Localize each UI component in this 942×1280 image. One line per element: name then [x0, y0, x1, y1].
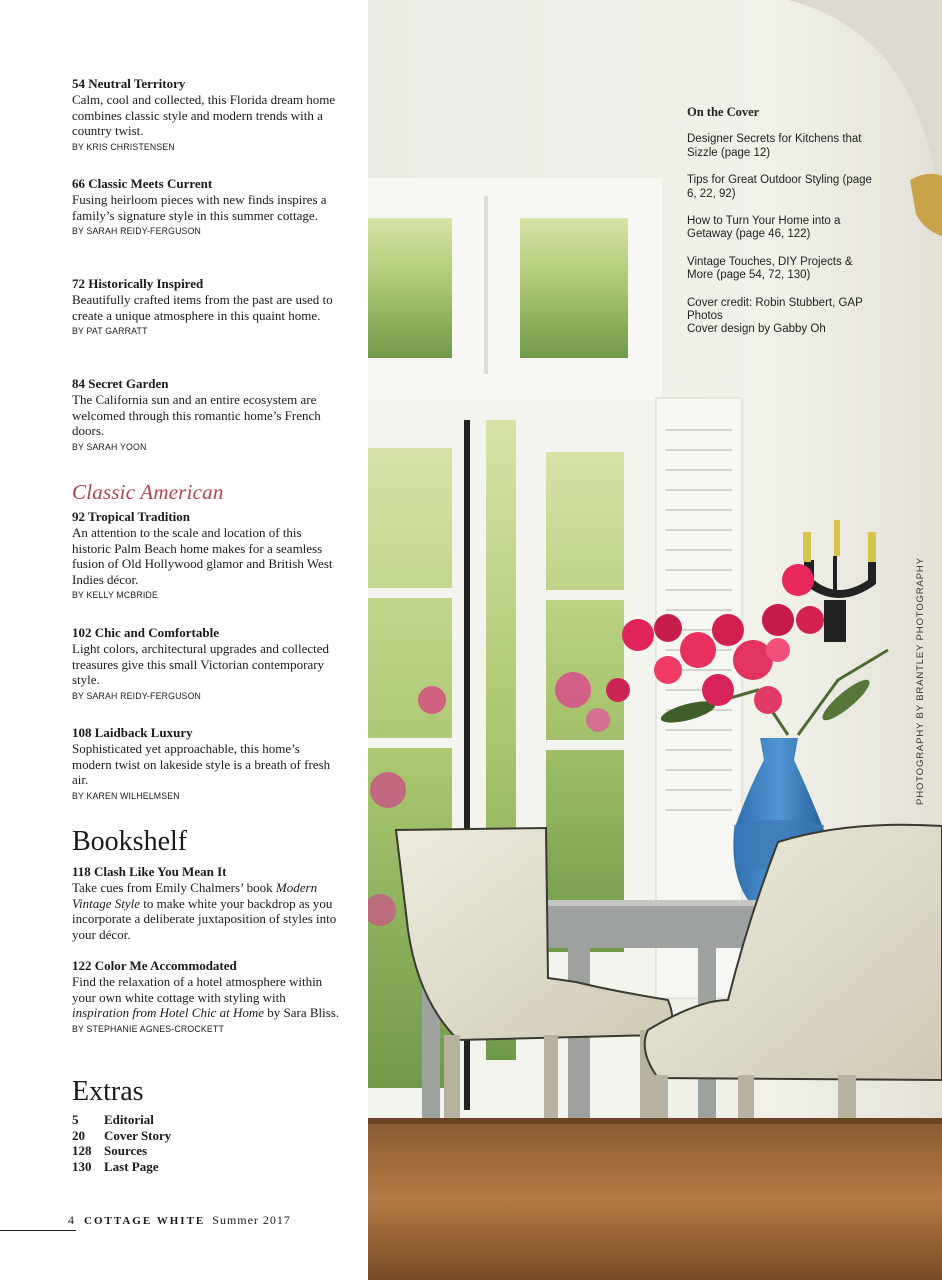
desc-text: Find the relaxation of a hotel atmosphere within your own white cottage with styling with	[72, 974, 323, 1005]
article-title: 102 Chic and Comfortable	[72, 625, 219, 640]
cover-line: Vintage Touches, DIY Projects & More (page 54, 72, 130)	[687, 255, 853, 282]
article-description: Fusing heirloom pieces with new finds inspires a family’s signature style in this summer cottage.	[72, 192, 327, 223]
book-title: inspiration from Hotel Chic at Home	[72, 1005, 264, 1021]
toc-article	[72, 725, 342, 802]
article-title: 122 Color Me Accommodated	[72, 958, 237, 973]
page-footer	[68, 1213, 291, 1228]
desc-text: by Sara Bliss.	[264, 1005, 340, 1021]
article-byline: BY STEPHANIE AGNES-CROCKETT	[72, 1023, 224, 1035]
desc-text: Take cues from Emily Chalmers’ book	[72, 880, 276, 895]
page-number: 5	[72, 1112, 79, 1127]
section-heading-classic-american: Classic American	[72, 480, 224, 504]
article-title: 92 Tropical Tradition	[72, 509, 190, 524]
section-heading-extras: Extras	[72, 1076, 144, 1107]
article-byline: BY SARAH YOON	[72, 441, 147, 453]
article-description: Sophisticated yet approachable, this home’s modern twist on lakeside style is a breath of fresh air.	[72, 741, 331, 788]
list-item	[72, 1128, 272, 1144]
toc-article	[72, 76, 342, 153]
cover-line: Designer Secrets for Kitchens that Sizzle (page 12)	[687, 133, 862, 159]
article-title: 84 Secret Garden	[72, 376, 169, 391]
list-item	[72, 1143, 272, 1159]
list-item	[72, 1112, 272, 1128]
article-byline: BY KELLY MCBRIDE	[72, 590, 159, 602]
extra-label: Editorial	[104, 1112, 154, 1127]
desc-text: to make white your backdrop as you incorporate a deliberate juxtaposition of styles into your décor.	[72, 895, 337, 942]
article-byline: BY SARAH REIDY-FERGUSON	[72, 690, 202, 702]
issue-date: Summer 2017	[212, 1213, 291, 1227]
extra-label: Sources	[104, 1143, 148, 1158]
photo-credit: PHOTOGRAPHY BY BRANTLEY PHOTOGRAPHY	[915, 557, 926, 805]
table-of-contents	[0, 0, 368, 1280]
article-description: Calm, cool and collected, this Florida dream home combines classic style and modern trends with a country twist.	[72, 92, 336, 139]
extra-label: Last Page	[104, 1158, 159, 1174]
toc-article	[72, 376, 342, 453]
on-the-cover-title: On the Cover	[687, 105, 760, 119]
article-description	[72, 974, 342, 1021]
toc-article	[72, 864, 342, 942]
magazine-name: COTTAGE WHITE	[84, 1215, 206, 1227]
extra-label: Cover Story	[104, 1127, 172, 1143]
article-title: 72 Historically Inspired	[72, 276, 204, 291]
article-description: An attention to the scale and location of this historic Palm Beach home makes for a seamless fusion of Old Hollywood glamor and British West Indies décor.	[72, 525, 333, 587]
article-description	[72, 880, 342, 942]
page-number: 20	[72, 1127, 85, 1143]
article-description: Light colors, architectural upgrades and collected treasures give this small Victorian contemporary style.	[72, 641, 330, 688]
article-description: The California sun and an entire ecosystem are welcomed through this romantic home’s French doors.	[72, 392, 321, 439]
list-item	[72, 1159, 272, 1175]
toc-article	[72, 276, 342, 337]
toc-article	[72, 958, 342, 1035]
on-the-cover	[687, 106, 877, 337]
article-byline: BY SARAH REIDY-FERGUSON	[72, 226, 202, 238]
footer-rule	[0, 1230, 76, 1231]
article-title: 118 Clash Like You Mean It	[72, 864, 227, 879]
cover-credit: Cover credit: Robin Stubbert, GAP Photos	[687, 296, 863, 323]
toc-article	[72, 176, 342, 237]
extras-list	[72, 1112, 272, 1174]
article-title: 66 Classic Meets Current	[72, 176, 213, 191]
article-byline: BY KRIS CHRISTENSEN	[72, 141, 175, 153]
section-heading-bookshelf: Bookshelf	[72, 826, 188, 857]
article-description: Beautifully crafted items from the past are used to create a unique atmosphere in this quaint home.	[72, 292, 333, 323]
toc-article	[72, 625, 342, 702]
cover-design-credit: Cover design by Gabby Oh	[687, 323, 826, 336]
page-number: 130	[72, 1158, 92, 1174]
folio-page-number: 4	[68, 1213, 74, 1227]
article-byline: BY KAREN WILHELMSEN	[72, 790, 180, 802]
article-title: 108 Laidback Luxury	[72, 725, 193, 740]
cover-line: Tips for Great Outdoor Styling (page 6, 22, 92)	[687, 174, 872, 200]
book-title: Modern Vintage Style	[72, 880, 318, 911]
article-byline: BY PAT GARRATT	[72, 326, 148, 338]
cover-line: How to Turn Your Home into a Getaway (page 46, 122)	[687, 215, 841, 241]
toc-article	[72, 509, 342, 601]
page-number: 128	[72, 1143, 92, 1158]
article-title: 54 Neutral Territory	[72, 76, 186, 91]
